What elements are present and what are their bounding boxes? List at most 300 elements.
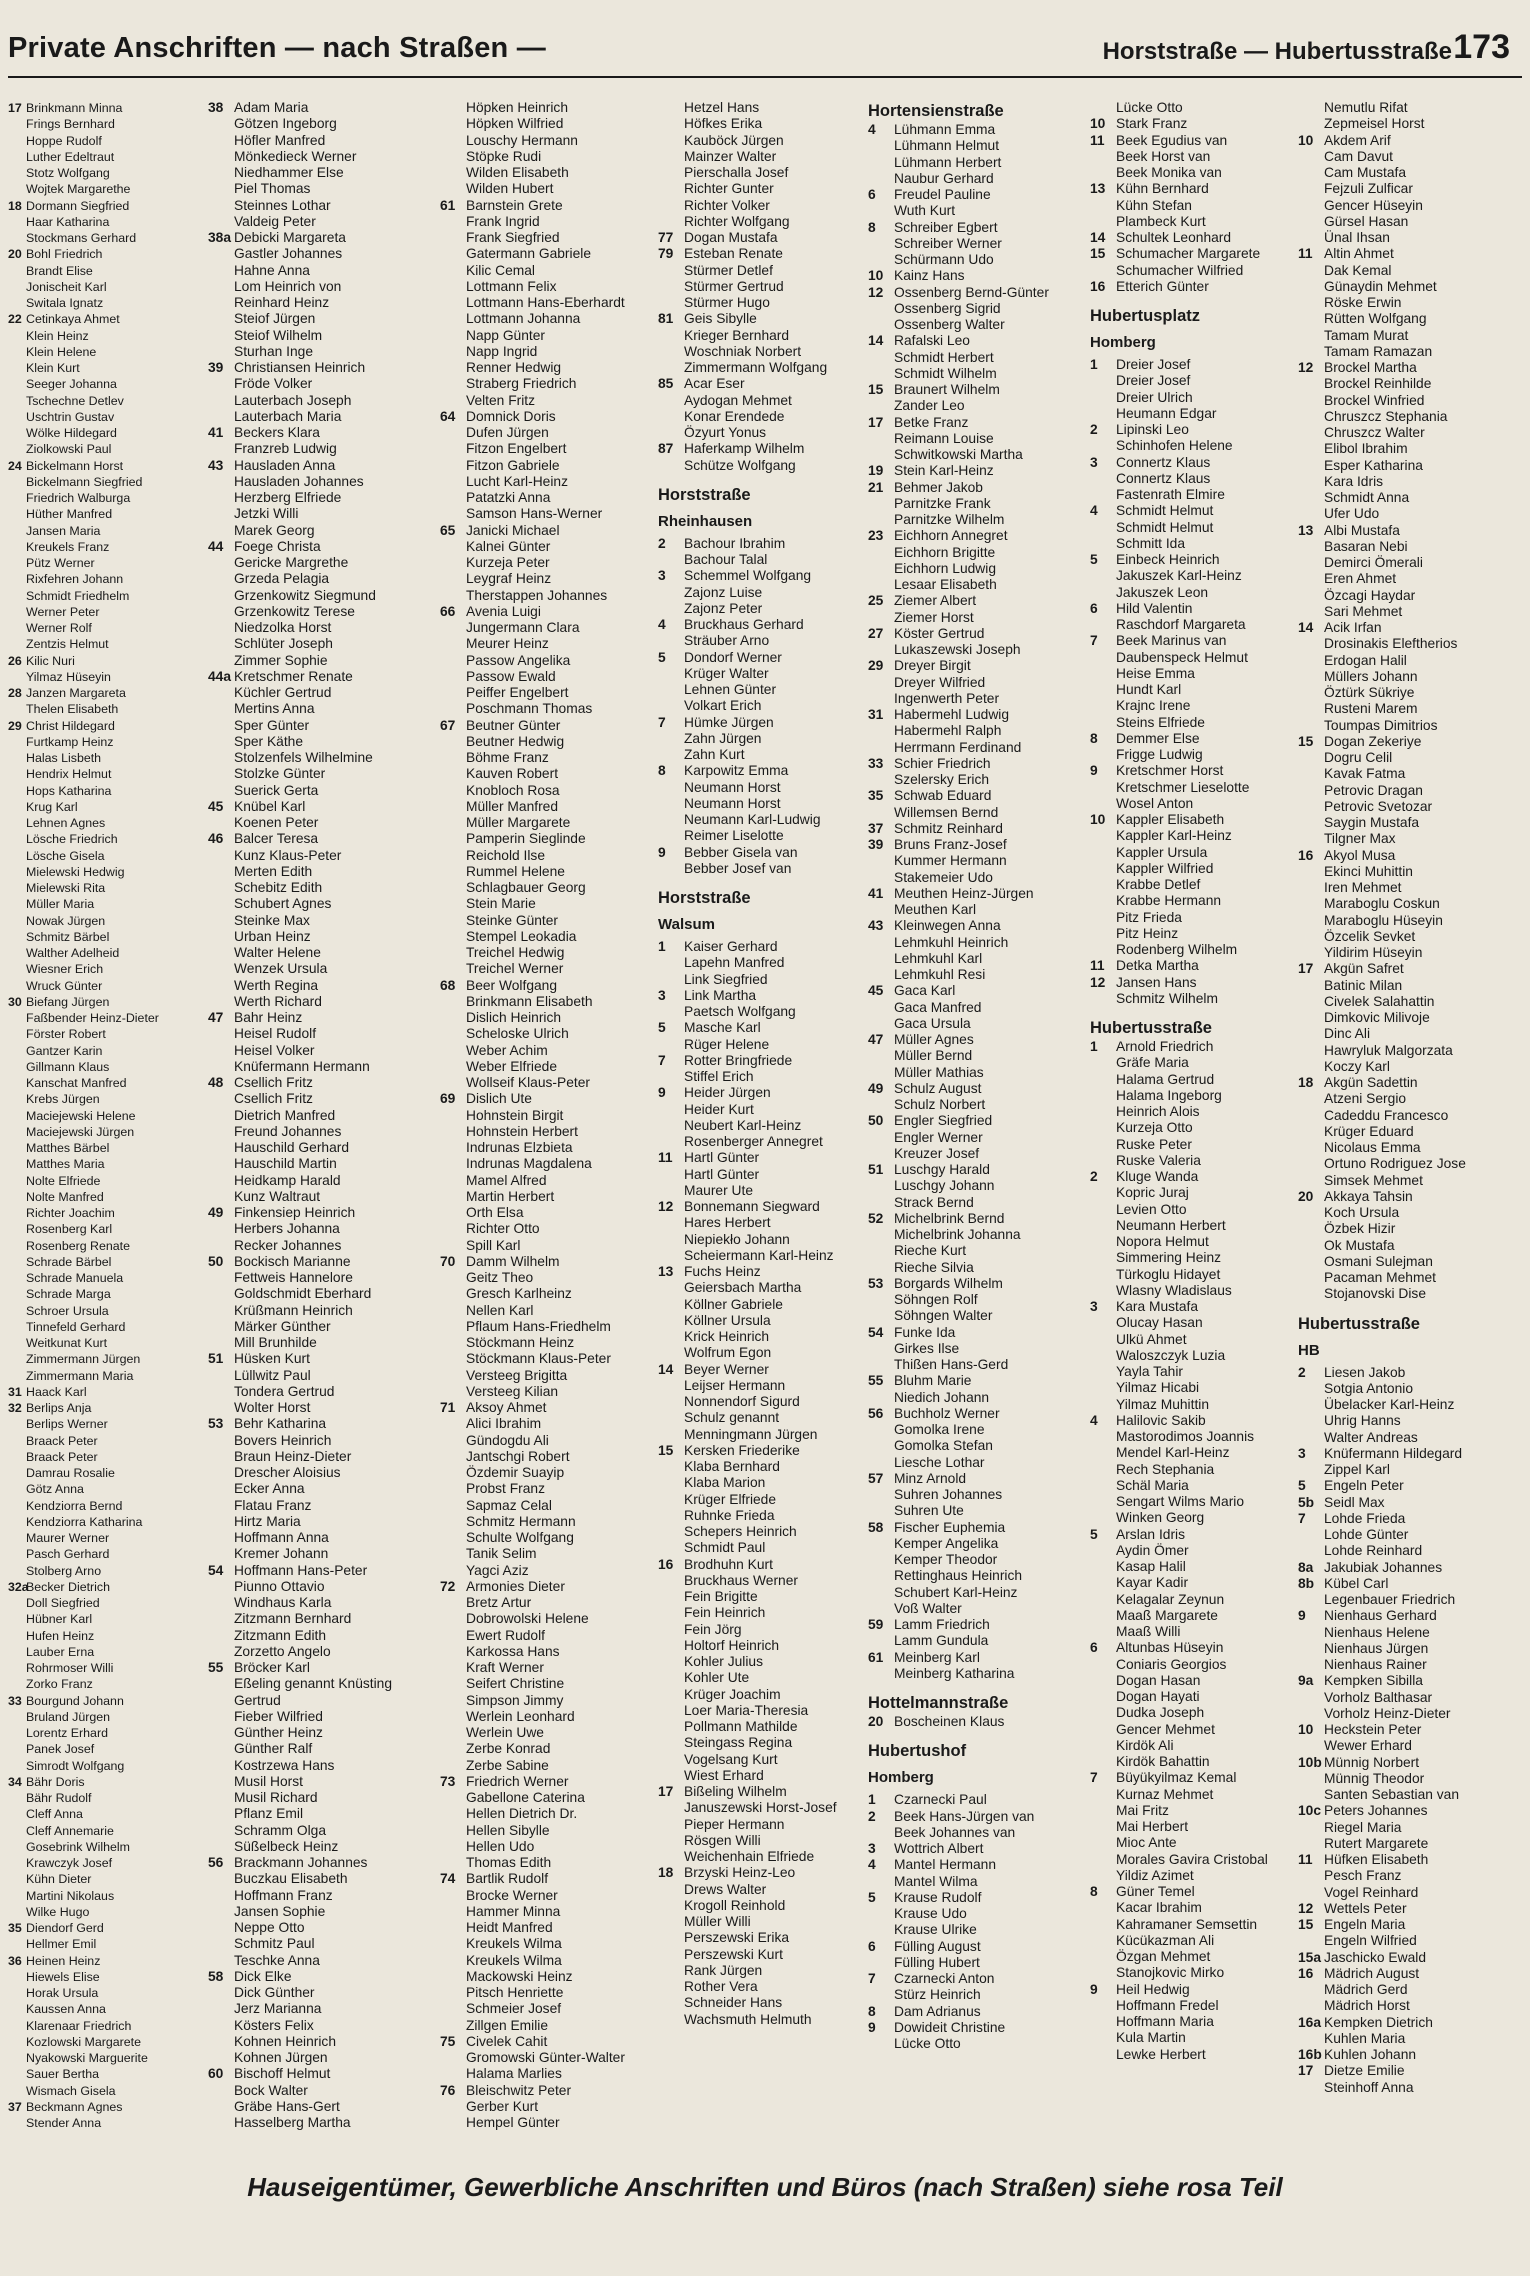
list-item — [658, 198, 863, 214]
resident-name: Stolzke Günter — [234, 766, 326, 782]
list-item — [868, 772, 1093, 788]
list-item — [1090, 1088, 1300, 1104]
list-item — [868, 1955, 1093, 1971]
house-number: 3 — [658, 568, 666, 584]
house-number: 2 — [1090, 422, 1098, 437]
resident-name: Lauber Erna — [26, 1644, 95, 1659]
resident-name: Lohde Günter — [1324, 1527, 1409, 1542]
house-number: 9a — [1298, 1673, 1314, 1689]
house-number: 37 — [868, 820, 884, 836]
resident-name: Kilic Nuri — [26, 653, 75, 668]
list-item — [1298, 1966, 1524, 1982]
resident-name: Hawryluk Malgorzata — [1324, 1042, 1453, 1058]
list-item — [440, 1335, 660, 1351]
house-number: 75 — [440, 2033, 456, 2049]
resident-name: Kara Mustafa — [1116, 1299, 1199, 1314]
house-number: 53 — [208, 1416, 224, 1432]
list-item — [8, 1693, 204, 1709]
resident-name: Zahn Kurt — [684, 747, 745, 762]
resident-name: Kreukels Franz — [26, 539, 110, 554]
resident-name: Thißen Hans-Gerd — [894, 1357, 1009, 1372]
list-item — [1298, 344, 1524, 360]
resident-name: Pieper Hermann — [684, 1816, 785, 1832]
list-item — [8, 750, 204, 766]
resident-name: Ossenberg Sigrid — [894, 300, 1001, 316]
list-item — [1298, 620, 1524, 636]
house-number: 1 — [658, 939, 666, 954]
resident-name: Dak Kemal — [1324, 262, 1392, 278]
list-item — [440, 750, 660, 766]
list-item — [8, 1758, 204, 1774]
resident-name: Christiansen Heinrich — [234, 360, 366, 375]
resident-name: Kemper Angelika — [894, 1535, 999, 1551]
list-item — [440, 1400, 660, 1416]
house-number: 3 — [1090, 1299, 1098, 1314]
list-item — [208, 393, 438, 409]
house-number: 58 — [868, 1519, 884, 1535]
resident-name: Ossenberg Bernd-Günter — [894, 284, 1049, 300]
list-item — [658, 1183, 863, 1199]
list-item — [208, 848, 438, 864]
house-number: 16b — [1298, 2047, 1322, 2062]
list-item — [440, 458, 660, 474]
resident-name: Buczkau Elisabeth — [234, 1871, 348, 1887]
list-item — [1090, 1933, 1300, 1949]
house-number: 7 — [1090, 633, 1098, 649]
resident-name: Bebber Gisela van — [684, 844, 798, 860]
list-item — [1090, 666, 1300, 682]
resident-name: Röske Erwin — [1324, 295, 1402, 310]
resident-name: Hempel Günter — [466, 2115, 560, 2130]
list-item — [658, 1345, 863, 1361]
resident-name: Engeln Peter — [1324, 1478, 1404, 1494]
list-item — [8, 1985, 204, 2001]
list-item — [8, 441, 204, 457]
list-item — [208, 945, 438, 961]
list-item — [440, 978, 660, 994]
list-item — [440, 1010, 660, 1026]
list-item — [1090, 181, 1300, 197]
resident-name: Rieche Silvia — [894, 1259, 974, 1275]
list-item — [868, 1666, 1093, 1682]
resident-name: Zahn Jürgen — [684, 730, 762, 746]
resident-name: Suerick Gerta — [234, 782, 319, 798]
list-item — [208, 490, 438, 506]
list-item — [440, 1628, 660, 1644]
list-item — [208, 1124, 438, 1140]
list-item — [658, 165, 863, 181]
resident-name: Habermehl Ralph — [894, 723, 1002, 739]
resident-name: Steinhoff Anna — [1324, 2079, 1414, 2095]
resident-name: Zorzetto Angelo — [234, 1643, 331, 1659]
list-item — [1090, 877, 1300, 893]
resident-name: Gastler Johannes — [234, 246, 343, 262]
list-item — [208, 1888, 438, 1904]
resident-name: Stiffel Erich — [684, 1069, 754, 1084]
list-item — [1298, 425, 1524, 441]
resident-name: Iren Mehmet — [1324, 880, 1402, 895]
list-item — [658, 1914, 863, 1930]
resident-name: Nienhaus Jürgen — [1324, 1640, 1429, 1656]
list-item — [868, 1325, 1093, 1341]
resident-name: Indrunas Elzbieta — [466, 1140, 573, 1155]
list-item — [868, 1922, 1093, 1938]
resident-name: Klein Helene — [26, 344, 97, 359]
list-item — [1090, 438, 1300, 454]
street-heading: Hubertushof — [868, 1742, 967, 1761]
list-item — [1298, 100, 1524, 116]
house-number: 51 — [208, 1351, 224, 1367]
resident-name: Spill Karl — [466, 1237, 521, 1253]
list-item — [208, 1319, 438, 1335]
house-number: 14 — [868, 333, 884, 349]
resident-name: Seifert Christine — [466, 1676, 565, 1692]
list-item — [658, 780, 863, 796]
list-item — [1090, 1055, 1300, 1071]
list-item — [1298, 2063, 1524, 2079]
house-number: 56 — [208, 1855, 224, 1870]
resident-name: Bockisch Marianne — [234, 1253, 351, 1269]
list-item — [658, 1768, 863, 1784]
list-item — [868, 1406, 1093, 1422]
resident-name: Schmidt Herbert — [894, 349, 994, 365]
list-item — [658, 763, 863, 779]
resident-name: Yilmaz Muhittin — [1116, 1396, 1210, 1412]
list-item — [1298, 1446, 1524, 1462]
list-item — [440, 376, 660, 392]
resident-name: Müller Manfred — [466, 798, 559, 814]
resident-name: Klaba Bernhard — [684, 1459, 780, 1474]
resident-name: Vorholz Heinz-Dieter — [1324, 1705, 1451, 1721]
resident-name: Passow Angelika — [466, 652, 571, 668]
list-item — [208, 2066, 438, 2082]
list-item — [868, 707, 1093, 723]
resident-name: Brackmann Johannes — [234, 1855, 368, 1870]
house-number: 52 — [868, 1210, 884, 1226]
resident-name: Kretschmer Renate — [234, 668, 353, 684]
list-item — [208, 1595, 438, 1611]
resident-name: Uschtrin Gustav — [26, 409, 115, 424]
list-item — [208, 1238, 438, 1254]
list-item — [658, 682, 863, 698]
list-item — [440, 1303, 660, 1319]
resident-name: Krawczyk Josef — [26, 1856, 113, 1870]
list-item — [868, 983, 1093, 999]
list-item — [440, 669, 660, 685]
list-item — [658, 1638, 863, 1654]
list-item — [440, 783, 660, 799]
list-item — [868, 967, 1093, 983]
resident-name: Hellen Sibylle — [466, 1822, 550, 1838]
resident-name: Wilke Hugo — [26, 1904, 90, 1919]
list-item — [208, 2001, 438, 2017]
list-item — [8, 295, 204, 311]
list-item — [440, 1904, 660, 1920]
list-item — [208, 994, 438, 1010]
resident-name: Lom Heinrich von — [234, 278, 342, 294]
resident-name: Lamm Gundula — [894, 1633, 989, 1649]
resident-name: Rodenberg Wilhelm — [1116, 942, 1238, 957]
list-item — [658, 650, 863, 666]
list-item — [1090, 536, 1300, 552]
resident-name: Hendrix Helmut — [26, 767, 112, 782]
resident-name: Neppe Otto — [234, 1920, 305, 1935]
list-item — [8, 718, 204, 734]
list-item — [440, 2099, 660, 2115]
list-item — [1090, 1072, 1300, 1088]
resident-name: Fuchs Heinz — [684, 1264, 761, 1279]
resident-name: Lottmann Johanna — [466, 311, 581, 327]
list-item — [8, 1920, 204, 1936]
resident-name: Kurzeja Otto — [1116, 1120, 1193, 1136]
list-item — [868, 593, 1093, 609]
house-number: 10 — [1090, 812, 1106, 827]
resident-name: Schultek Leonhard — [1116, 230, 1232, 245]
resident-name: Berlips Werner — [26, 1417, 108, 1432]
list-item — [8, 1546, 204, 1562]
house-number: 10 — [1298, 132, 1314, 148]
list-item — [1090, 1592, 1300, 1608]
list-item — [1090, 1738, 1300, 1754]
list-item — [658, 409, 863, 425]
house-number: 44 — [208, 538, 224, 554]
list-item — [658, 1865, 863, 1881]
resident-name: Neumann Herbert — [1116, 1217, 1226, 1233]
resident-name: Rafalski Leo — [894, 333, 970, 349]
resident-name: Kirdök Ali — [1116, 1737, 1174, 1753]
list-item — [1298, 701, 1524, 717]
resident-name: Buchholz Werner — [894, 1405, 1000, 1421]
house-number: 43 — [208, 457, 224, 473]
list-item — [8, 474, 204, 490]
resident-name: Hausladen Johannes — [234, 473, 364, 489]
list-item — [868, 1292, 1093, 1308]
resident-name: Bickelmann Horst — [26, 458, 124, 473]
house-number: 18 — [8, 198, 22, 213]
list-item — [440, 1043, 660, 1059]
resident-name: Dick Günther — [234, 1985, 315, 2000]
house-number: 5 — [868, 1889, 876, 1905]
house-number: 16 — [1090, 278, 1106, 294]
resident-name: Bischoff Helmut — [234, 2066, 331, 2082]
resident-name: Stojanovski Dise — [1324, 1286, 1426, 1302]
resident-name: Heumann Edgar — [1116, 405, 1217, 421]
resident-name: Link Siegfried — [684, 971, 768, 987]
list-item — [868, 2004, 1093, 2020]
list-item — [440, 1758, 660, 1774]
list-item — [8, 604, 204, 620]
list-item — [868, 220, 1093, 236]
list-item — [1298, 945, 1524, 961]
list-item — [658, 1540, 863, 1556]
resident-name: Elibol Ibrahim — [1324, 441, 1408, 457]
resident-name: Ziolkowski Paul — [26, 442, 112, 457]
list-item — [658, 1004, 863, 1020]
house-number: 39 — [868, 837, 884, 852]
list-item — [8, 929, 204, 945]
list-item — [8, 1888, 204, 1904]
resident-name: Naubur Gerhard — [894, 170, 994, 186]
resident-name: Stark Franz — [1116, 116, 1188, 132]
list-item — [1298, 636, 1524, 652]
list-item — [208, 669, 438, 685]
house-number: 70 — [440, 1253, 456, 1269]
resident-name: Kremer Johann — [234, 1546, 329, 1562]
house-number: 8 — [868, 2003, 876, 2019]
list-item — [1298, 230, 1524, 246]
list-item — [8, 880, 204, 896]
list-item — [1090, 1998, 1300, 2014]
list-item — [868, 561, 1093, 577]
list-item — [658, 1118, 863, 1134]
resident-name: Knüfermann Hildegard — [1324, 1445, 1463, 1461]
list-item — [658, 1102, 863, 1118]
resident-name: Bartlik Rudolf — [466, 1871, 549, 1887]
list-item — [658, 1524, 863, 1540]
resident-name: Riegel Maria — [1324, 1819, 1402, 1835]
resident-name: Furtkamp Heinz — [26, 734, 114, 749]
resident-name: Schier Friedrich — [894, 755, 991, 771]
resident-name: Suhren Johannes — [894, 1487, 1003, 1502]
resident-name: Wlasny Wladislaus — [1116, 1282, 1232, 1298]
list-item — [208, 181, 438, 197]
list-item — [208, 880, 438, 896]
list-item — [208, 831, 438, 847]
resident-name: Haar Katharina — [26, 214, 110, 229]
resident-name: Bachour Talal — [684, 552, 768, 567]
resident-name: Januszewski Horst-Josef — [684, 1800, 837, 1816]
list-item — [440, 1888, 660, 1904]
list-item — [440, 1075, 660, 1091]
resident-name: Arslan Idris — [1116, 1526, 1186, 1542]
resident-name: Biefang Jürgen — [26, 994, 110, 1009]
house-number: 2 — [868, 1808, 876, 1824]
resident-name: Treichel Hedwig — [466, 945, 565, 960]
resident-name: Voß Walter — [894, 1600, 962, 1616]
resident-name: Yildiz Azimet — [1116, 1867, 1194, 1883]
resident-name: Hüther Manfred — [26, 507, 113, 522]
resident-name: Zepmeisel Horst — [1324, 116, 1425, 132]
resident-name: Urban Heinz — [234, 928, 311, 944]
resident-name: Kohnen Jürgen — [234, 2050, 328, 2065]
list-item — [8, 1254, 204, 1270]
list-item — [868, 853, 1093, 869]
resident-name: Jansen Maria — [26, 523, 101, 538]
resident-name: Hahne Anna — [234, 262, 310, 278]
resident-name: Dietze Emilie — [1324, 2063, 1405, 2079]
page-number: 173 — [1453, 28, 1510, 66]
list-item — [1298, 328, 1524, 344]
resident-name: Niedich Johann — [894, 1389, 990, 1405]
list-item — [1090, 406, 1300, 422]
resident-name: Schramm Olga — [234, 1822, 327, 1838]
list-item — [1298, 1173, 1524, 1189]
list-item — [208, 1741, 438, 1757]
list-item — [868, 350, 1093, 366]
resident-name: Dudka Joseph — [1116, 1705, 1205, 1721]
resident-name: Rummel Helene — [466, 863, 565, 879]
list-item — [868, 1211, 1093, 1227]
resident-name: Kersken Friederike — [684, 1442, 800, 1458]
resident-name: Hetzel Hans — [684, 100, 760, 115]
resident-name: Hüsken Kurt — [234, 1351, 310, 1367]
list-item — [868, 1178, 1093, 1194]
list-item — [8, 1368, 204, 1384]
list-item — [658, 1687, 863, 1703]
resident-name: Flatau Franz — [234, 1497, 312, 1513]
resident-name: Seidl Max — [1324, 1494, 1385, 1510]
list-item — [440, 230, 660, 246]
resident-name: Stürmer Gertrud — [684, 278, 784, 294]
resident-name: Friedrich Walburga — [26, 491, 131, 505]
list-item — [208, 1465, 438, 1481]
list-item — [658, 796, 863, 812]
house-number: 1 — [1090, 357, 1098, 372]
resident-name: Michelbrink Bernd — [894, 1210, 1005, 1226]
resident-name: Sper Günter — [234, 717, 310, 733]
resident-name: Walter Helene — [234, 945, 321, 960]
street-heading: Hubertusplatz — [1090, 307, 1201, 325]
house-number: 9 — [1090, 1981, 1098, 1997]
list-item — [440, 588, 660, 604]
list-item — [208, 328, 438, 344]
resident-name: Finkensiep Heinrich — [234, 1205, 356, 1220]
list-item — [1298, 750, 1524, 766]
list-item — [440, 344, 660, 360]
list-item — [8, 1465, 204, 1481]
list-item — [658, 1362, 863, 1378]
house-number: 9 — [1298, 1608, 1306, 1624]
resident-name: Ünal Ihsan — [1324, 230, 1390, 245]
house-number: 8a — [1298, 1559, 1314, 1575]
resident-name: Niedhammer Else — [234, 165, 344, 180]
list-item — [440, 2050, 660, 2066]
resident-name: Bruns Franz-Josef — [894, 837, 1007, 852]
resident-name: Lucht Karl-Heinz — [466, 473, 568, 489]
resident-name: Steiof Wilhelm — [234, 327, 323, 343]
list-item — [1298, 994, 1524, 1010]
list-item — [8, 2115, 204, 2130]
resident-name: Kohler Ute — [684, 1670, 750, 1686]
house-number: 38 — [208, 100, 224, 115]
list-item — [658, 1589, 863, 1605]
resident-name: Passow Ewald — [466, 668, 556, 684]
list-item — [868, 333, 1093, 349]
list-item — [208, 1871, 438, 1887]
resident-name: Kahramaner Semsettin — [1116, 1916, 1258, 1932]
house-number: 57 — [868, 1470, 884, 1486]
resident-name: Kraft Werner — [466, 1660, 544, 1675]
list-item — [208, 1969, 438, 1985]
list-item — [208, 1693, 438, 1709]
resident-name: Kücükazman Ali — [1116, 1932, 1215, 1948]
resident-name: Braack Peter — [26, 1449, 98, 1464]
resident-name: Link Martha — [684, 987, 757, 1003]
resident-name: Schepers Heinrich — [684, 1524, 797, 1539]
resident-name: Lösche Friedrich — [26, 832, 118, 847]
house-number: 14 — [1298, 620, 1314, 635]
house-number: 24 — [8, 458, 22, 473]
resident-name: Gürsel Hasan — [1324, 213, 1409, 229]
resident-name: Stürmer Hugo — [684, 295, 770, 310]
list-item — [8, 1335, 204, 1351]
resident-name: Dislich Ute — [466, 1091, 532, 1107]
resident-name: Rohrmoser Willi — [26, 1661, 114, 1675]
list-item — [868, 2020, 1093, 2036]
resident-name: Dreier Ulrich — [1116, 389, 1193, 405]
list-item — [658, 715, 863, 731]
resident-name: Werth Regina — [234, 977, 319, 993]
